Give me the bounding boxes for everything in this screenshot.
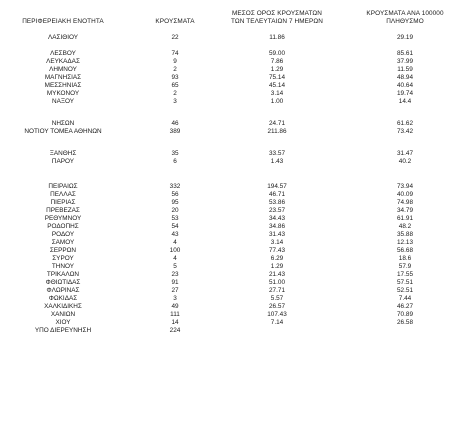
cell-per-100000: 40.2	[398, 158, 412, 165]
header-avg-line2: ΤΩΝ ΤΕΛΕΥΤΑΙΩΝ 7 ΗΜΕΡΩΝ	[231, 18, 323, 25]
cell-region: ΣΕΡΡΩΝ	[49, 247, 77, 254]
table-row	[0, 128, 468, 136]
table-row	[0, 207, 468, 215]
cell-cases: 4	[173, 255, 177, 262]
cell-region: ΜΑΓΝΗΣΙΑΣ	[44, 74, 82, 81]
table-row	[0, 311, 468, 319]
cell-seven-day-average: 46.71	[269, 191, 285, 198]
cell-seven-day-average: 33.57	[269, 150, 285, 157]
cell-region: ΠΙΕΡΙΑΣ	[50, 199, 76, 206]
cell-seven-day-average: 211.86	[267, 128, 287, 135]
cell-per-100000: 12.13	[397, 239, 413, 246]
table-row	[0, 90, 468, 98]
cell-per-100000: 14.4	[398, 98, 412, 105]
header-per-line1: ΚΡΟΥΣΜΑΤΑ ΑΝΑ 100000	[366, 10, 444, 17]
table-row	[0, 183, 468, 191]
cell-seven-day-average: 1.29	[270, 66, 284, 73]
cell-per-100000: 40.09	[397, 191, 413, 198]
table-row	[0, 50, 468, 58]
cell-seven-day-average: 77.43	[269, 247, 285, 254]
cell-region: ΛΕΣΒΟΥ	[50, 50, 76, 57]
cell-cases: 65	[171, 82, 179, 89]
cell-cases: 6	[173, 158, 177, 165]
cell-region: ΛΑΣΙΘΙΟΥ	[47, 34, 79, 41]
cell-seven-day-average: 7.86	[270, 58, 284, 65]
table-row	[0, 327, 468, 335]
cell-per-100000: 31.47	[397, 150, 413, 157]
cell-cases: 5	[173, 263, 177, 270]
cell-cases: 54	[171, 223, 179, 230]
table-row	[0, 98, 468, 106]
cell-cases: 9	[173, 58, 177, 65]
cell-cases: 56	[171, 191, 179, 198]
cell-per-100000: 18.6	[398, 255, 412, 262]
cell-per-100000: 52.51	[397, 287, 413, 294]
cell-seven-day-average: 3.14	[270, 239, 284, 246]
header-region-label: ΠΕΡΙΦΕΡΕΙΑΚΗ ΕΝΟΤΗΤΑ	[22, 18, 104, 25]
cell-per-100000: 56.68	[397, 247, 413, 254]
cell-per-100000: 48.94	[397, 74, 413, 81]
cell-region: ΛΗΜΝΟΥ	[49, 66, 77, 73]
cell-cases: 95	[171, 199, 179, 206]
cell-region: ΠΕΙΡΑΙΩΣ	[48, 183, 78, 190]
table-row	[0, 271, 468, 279]
cell-region: ΜΕΣΣΗΝΙΑΣ	[44, 82, 82, 89]
header-avg-line1: ΜΕΣΟΣ ΟΡΟΣ ΚΡΟΥΣΜΑΤΩΝ	[231, 10, 323, 17]
cell-cases: 4	[173, 239, 177, 246]
cell-seven-day-average: 1.43	[270, 158, 284, 165]
cell-seven-day-average: 34.43	[269, 215, 285, 222]
cell-region: ΦΘΙΩΤΙΔΑΣ	[45, 279, 81, 286]
cell-region: ΧΑΝΙΩΝ	[50, 311, 76, 318]
cell-seven-day-average: 59.00	[269, 50, 285, 57]
cell-per-100000: 46.27	[397, 303, 413, 310]
cell-per-100000: 17.55	[397, 271, 413, 278]
cell-cases: 14	[171, 319, 179, 326]
table-row	[0, 319, 468, 327]
cell-seven-day-average: 107.43	[267, 311, 287, 318]
cell-cases: 91	[171, 279, 179, 286]
cell-cases: 43	[171, 231, 179, 238]
cell-seven-day-average: 23.57	[269, 207, 285, 214]
table-row	[0, 255, 468, 263]
table-row	[0, 279, 468, 287]
cell-region: ΤΡΙΚΑΛΩΝ	[46, 271, 80, 278]
cell-seven-day-average: 1.00	[270, 98, 284, 105]
cell-seven-day-average: 11.86	[269, 34, 285, 41]
cell-per-100000: 85.61	[397, 50, 413, 57]
cell-per-100000: 34.79	[397, 207, 413, 214]
cell-per-100000: 73.42	[397, 128, 413, 135]
cell-per-100000: 7.44	[398, 295, 412, 302]
cell-region: ΝΟΤΙΟΥ ΤΟΜΕΑ ΑΘΗΝΩΝ	[24, 128, 102, 135]
cell-seven-day-average: 7.14	[270, 319, 284, 326]
cell-cases: 35	[171, 150, 179, 157]
header-cases	[146, 18, 204, 26]
table-row	[0, 199, 468, 207]
cell-seven-day-average: 51.00	[269, 279, 285, 286]
table-row	[0, 263, 468, 271]
cell-per-100000: 19.74	[397, 90, 413, 97]
cell-per-100000: 57.9	[398, 263, 412, 270]
cell-cases: 389	[169, 128, 181, 135]
cell-seven-day-average: 21.43	[269, 271, 285, 278]
cell-cases: 74	[171, 50, 179, 57]
table-row	[0, 82, 468, 90]
table-row	[0, 295, 468, 303]
table-row	[0, 215, 468, 223]
cell-region: ΠΕΛΛΑΣ	[50, 191, 76, 198]
cell-region: ΠΡΕΒΕΖΑΣ	[46, 207, 80, 214]
table-row	[0, 66, 468, 74]
cell-seven-day-average: 45.14	[269, 82, 285, 89]
cell-cases: 100	[169, 247, 181, 254]
cell-cases: 53	[171, 215, 179, 222]
table-row	[0, 247, 468, 255]
cell-cases: 49	[171, 303, 179, 310]
cell-seven-day-average: 6.29	[270, 255, 284, 262]
cell-region: ΡΟΔΟΥ	[51, 231, 75, 238]
cell-region: ΦΩΚΙΔΑΣ	[48, 295, 78, 302]
cell-cases: 2	[173, 90, 177, 97]
cell-per-100000: 35.88	[397, 231, 413, 238]
cell-cases: 20	[171, 207, 179, 214]
table-row	[0, 231, 468, 239]
table-row	[0, 239, 468, 247]
table-row	[0, 223, 468, 231]
cell-per-100000: 74.98	[397, 199, 413, 206]
cell-cases: 2	[173, 66, 177, 73]
table-row	[0, 120, 468, 128]
table-row	[0, 158, 468, 166]
table-row	[0, 34, 468, 42]
table-row	[0, 191, 468, 199]
cell-per-100000: 26.58	[397, 319, 413, 326]
cell-region: ΛΕΥΚΑΔΑΣ	[46, 58, 80, 65]
cell-seven-day-average: 31.43	[269, 231, 285, 238]
cell-cases: 111	[170, 311, 180, 318]
header-per-line2: ΠΛΗΘΥΣΜΟ	[386, 18, 424, 25]
cell-region: ΠΑΡΟΥ	[51, 158, 75, 165]
cell-cases: 27	[171, 287, 179, 294]
table-row	[0, 303, 468, 311]
cell-cases: 22	[171, 34, 179, 41]
cell-cases: 224	[169, 327, 181, 334]
cell-per-100000: 61.62	[397, 120, 413, 127]
cell-seven-day-average: 5.57	[270, 295, 284, 302]
cell-seven-day-average: 27.71	[269, 287, 285, 294]
cell-seven-day-average: 1.29	[270, 263, 284, 270]
table-row	[0, 287, 468, 295]
table-row	[0, 58, 468, 66]
cell-seven-day-average: 34.86	[269, 223, 285, 230]
cell-region: ΦΛΩΡΙΝΑΣ	[46, 287, 80, 294]
cell-region: ΝΑΞΟΥ	[51, 98, 75, 105]
cell-cases: 46	[171, 120, 179, 127]
cell-cases: 93	[171, 74, 179, 81]
cell-seven-day-average: 26.57	[269, 303, 285, 310]
cell-cases: 3	[173, 295, 177, 302]
cell-region: ΡΟΔΟΠΗΣ	[47, 223, 79, 230]
cell-region: ΣΑΜΟΥ	[51, 239, 75, 246]
cell-seven-day-average: 75.14	[269, 74, 285, 81]
cell-per-100000: 37.99	[397, 58, 413, 65]
cell-seven-day-average: 53.86	[269, 199, 285, 206]
table-row	[0, 74, 468, 82]
cell-per-100000: 61.91	[397, 215, 413, 222]
cell-region: ΣΥΡΟΥ	[52, 255, 74, 262]
cell-region: ΞΑΝΘΗΣ	[49, 150, 77, 157]
cell-seven-day-average: 194.57	[267, 183, 287, 190]
cell-per-100000: 11.59	[397, 66, 413, 73]
table-row	[0, 150, 468, 158]
cell-per-100000: 70.89	[397, 311, 413, 318]
cell-region: ΧΑΛΚΙΔΙΚΗΣ	[44, 303, 82, 310]
cell-region: ΤΗΝΟΥ	[51, 263, 75, 270]
cell-region: ΝΗΣΩΝ	[51, 120, 75, 127]
header-per-100000	[344, 10, 466, 26]
cell-per-100000: 40.64	[397, 82, 413, 89]
cell-cases: 332	[169, 183, 181, 190]
header-region	[0, 18, 126, 26]
cell-region: ΥΠΟ ΔΙΕΡΕΥΝΗΣΗ	[34, 327, 92, 334]
cell-per-100000: 29.19	[397, 34, 413, 41]
cell-per-100000: 48.2	[398, 223, 412, 230]
cell-region: ΧΙΟΥ	[55, 319, 71, 326]
header-cases-label: ΚΡΟΥΣΜΑΤΑ	[155, 18, 195, 25]
cell-seven-day-average: 3.14	[270, 90, 284, 97]
cell-cases: 3	[173, 98, 177, 105]
cell-per-100000: 57.51	[397, 279, 413, 286]
header-seven-day-average	[216, 10, 338, 26]
cell-cases: 23	[171, 271, 179, 278]
cell-region: ΡΕΘΥΜΝΟΥ	[44, 215, 82, 222]
cell-seven-day-average: 24.71	[269, 120, 285, 127]
cell-per-100000: 73.94	[397, 183, 413, 190]
cell-region: ΜΥΚΟΝΟΥ	[46, 90, 80, 97]
